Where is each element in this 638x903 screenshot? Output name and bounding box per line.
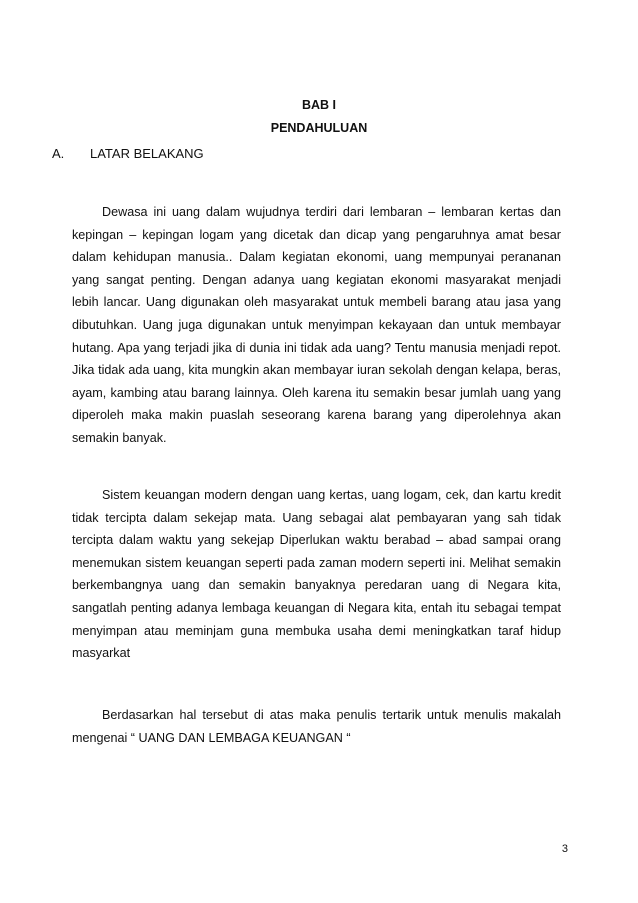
section-heading (52, 146, 204, 161)
paragraph-1: Dewasa ini uang dalam wujudnya terdiri dari lembaran – lembaran kertas dan kepingan – kepingan logam yang dicetak dan dicap yang pengaruhnya amat besar dalam kehidupan manusia.. Dalam kegiatan ekonomi, uang mempunyai perananan yang sangat penting. Dengan adanya uang kegiatan ekonomi masyarakat menjadi lebih lancar. Uang digunakan oleh masyarakat untuk membeli barang atau jasa yang dibutuhkan. Uang juga digunakan untuk menyimpan kekayaan dan untuk membayar hutang. Apa yang terjadi jika di dunia ini tidak ada uang? Tentu manusia menjadi repot. Jika tidak ada uang, kita mungkin akan membayar iuran sekolah dengan kelapa, beras, ayam, kambing atau barang lainnya. Oleh karena itu semakin besar jumlah uang yang diperoleh maka makin puaslah seseorang karena barang yang diperolehnya akan semakin banyak. (72, 205, 561, 445)
chapter-title: PENDAHULUAN (270, 121, 368, 135)
section-number: A. (52, 146, 65, 161)
page-number: 3 (561, 843, 568, 855)
section-title: LATAR BELAKANG (90, 146, 204, 161)
paragraph-3: Berdasarkan hal tersebut di atas maka penulis tertarik untuk menulis makalah mengenai “ UANG DAN LEMBAGA KEUANGAN “ (72, 708, 561, 745)
paragraph-2: Sistem keuangan modern dengan uang kertas, uang logam, cek, dan kartu kredit tidak tercipta dalam sekejap mata. Uang sebagai alat pembayaran yang sah tidak tercipta dalam waktu yang sekejap Diperlukan waktu berabad – abad sampai orang menemukan sistem keuangan seperti pada zaman modern seperti ini. Melihat semakin berkembangnya uang dan semakin banyaknya peredaran uang di Negara kita, sangatlah penting adanya lembaga keuangan di Negara kita, entah itu sebagai tempat menyimpan atau meminjam guna membuka usaha demi meningkatkan taraf hidup masyarkat (72, 488, 561, 661)
chapter-heading: BAB I (301, 98, 337, 112)
